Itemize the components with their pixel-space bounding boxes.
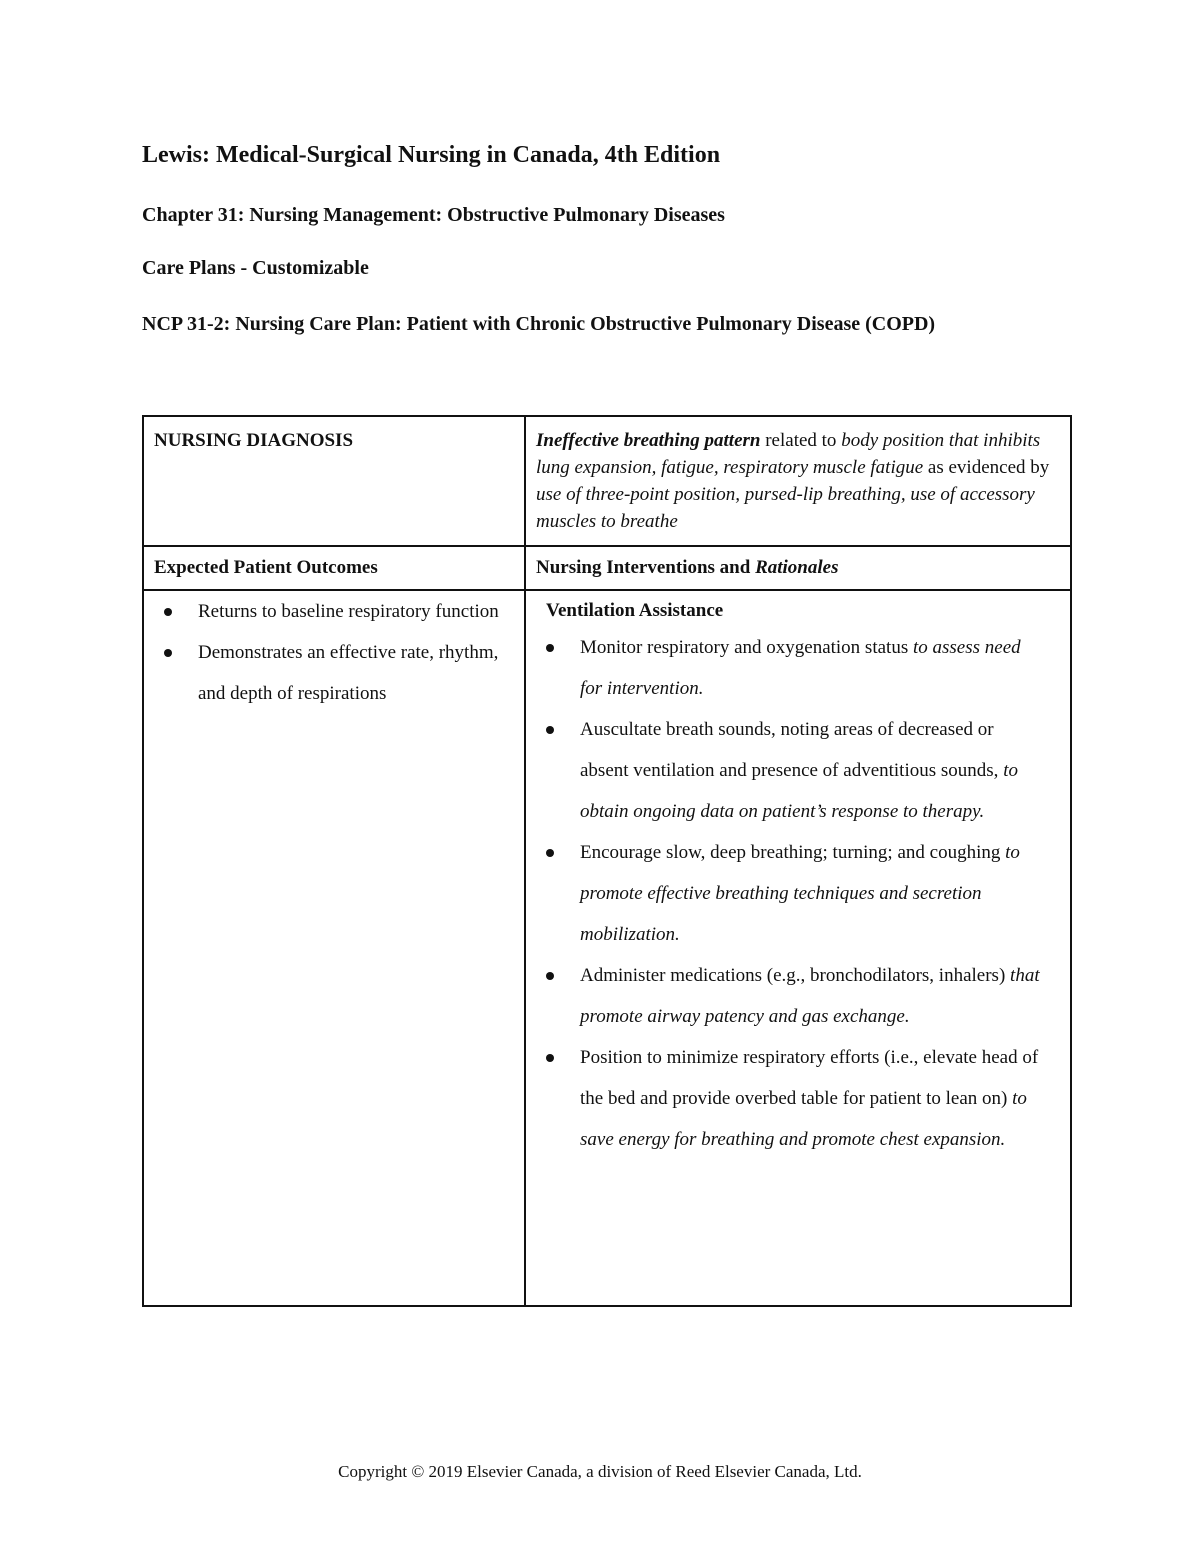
bullet-icon <box>546 726 554 734</box>
diagnosis-problem: Ineffective breathing pattern <box>536 430 761 451</box>
interventions-header-rationales: Rationales <box>755 557 839 578</box>
list-item <box>526 709 1040 832</box>
outcomes-header-cell <box>143 546 525 590</box>
diagnosis-connector-2: as evidenced by <box>923 457 1050 478</box>
copyright-footer: Copyright © 2019 Elsevier Canada, a division of Reed Elsevier Canada, Ltd. <box>338 1462 862 1481</box>
interventions-header-label: Nursing Interventions and <box>536 557 756 578</box>
diagnosis-etiology: body position that inhibits lung expansion, fatigue, respiratory muscle fatigue <box>536 430 1041 478</box>
diagnosis-text <box>526 417 1070 545</box>
bullet-icon <box>164 649 172 657</box>
diagnosis-label: NURSING DIAGNOSIS <box>154 430 354 451</box>
interventions-cell <box>525 590 1071 1306</box>
intervention-rationale: that promote airway patency and gas exchange. <box>580 965 1040 1027</box>
outcome-text: Returns to baseline respiratory function <box>198 601 499 622</box>
diagnosis-row <box>143 416 1071 546</box>
diagnosis-evidence: use of three-point position, pursed-lip breathing, use of accessory muscles to breathe <box>536 484 1035 532</box>
interventions-header-cell <box>525 546 1071 590</box>
intervention-rationale: to save energy for breathing and promote chest expansion. <box>580 1088 1027 1150</box>
chapter-heading: Chapter 31: Nursing Management: Obstructive Pulmonary Diseases <box>142 204 725 226</box>
bullet-icon <box>546 849 554 857</box>
interventions-header <box>526 547 1070 589</box>
book-title: Lewis: Medical-Surgical Nursing in Canada, 4th Edition <box>142 142 721 168</box>
column-header-row <box>143 546 1071 590</box>
bullet-icon <box>164 608 172 616</box>
list-item <box>144 591 524 632</box>
outcomes-header: Expected Patient Outcomes <box>154 557 378 578</box>
list-item <box>526 1037 1040 1160</box>
intervention-text: Encourage slow, deep breathing; turning; and coughing <box>580 842 1006 863</box>
ncp-title: NCP 31-2: Nursing Care Plan: Patient with Chronic Obstructive Pulmonary Disease (COPD) <box>142 313 936 335</box>
intervention-text: Monitor respiratory and oxygenation status <box>580 637 913 658</box>
intervention-text: Position to minimize respiratory efforts (i.e., elevate head of the bed and provide overbed table for patient to lean on) <box>580 1047 1039 1109</box>
bullet-icon <box>546 1054 554 1062</box>
diagnosis-connector-1: related to <box>760 430 842 451</box>
intervention-group-title: Ventilation Assistance <box>546 600 724 621</box>
bullet-icon <box>546 644 554 652</box>
intervention-rationale: to promote effective breathing techniques and secretion mobilization. <box>580 842 1020 945</box>
intervention-text: Administer medications (e.g., bronchodilators, inhalers) <box>580 965 1011 986</box>
intervention-rationale: to obtain ongoing data on patient’s response to therapy. <box>580 760 1018 822</box>
list-item <box>526 627 1040 709</box>
interventions-list <box>526 627 1070 1160</box>
outcomes-list <box>144 591 524 714</box>
list-item <box>526 832 1040 955</box>
list-item <box>526 955 1040 1037</box>
intervention-text: Auscultate breath sounds, noting areas of decreased or absent ventilation and presence of adventitious sounds, <box>580 719 1004 781</box>
list-item <box>144 632 524 714</box>
bullet-icon <box>546 972 554 980</box>
care-plan-table <box>142 415 1072 1307</box>
section-heading: Care Plans - Customizable <box>142 257 369 279</box>
outcome-text: Demonstrates an effective rate, rhythm, and depth of respirations <box>198 642 499 704</box>
outcomes-cell <box>143 590 525 1306</box>
diagnosis-text-cell <box>525 416 1071 546</box>
intervention-rationale: to assess need for intervention. <box>580 637 1021 699</box>
diagnosis-label-cell <box>143 416 525 546</box>
content-row <box>143 590 1071 1306</box>
